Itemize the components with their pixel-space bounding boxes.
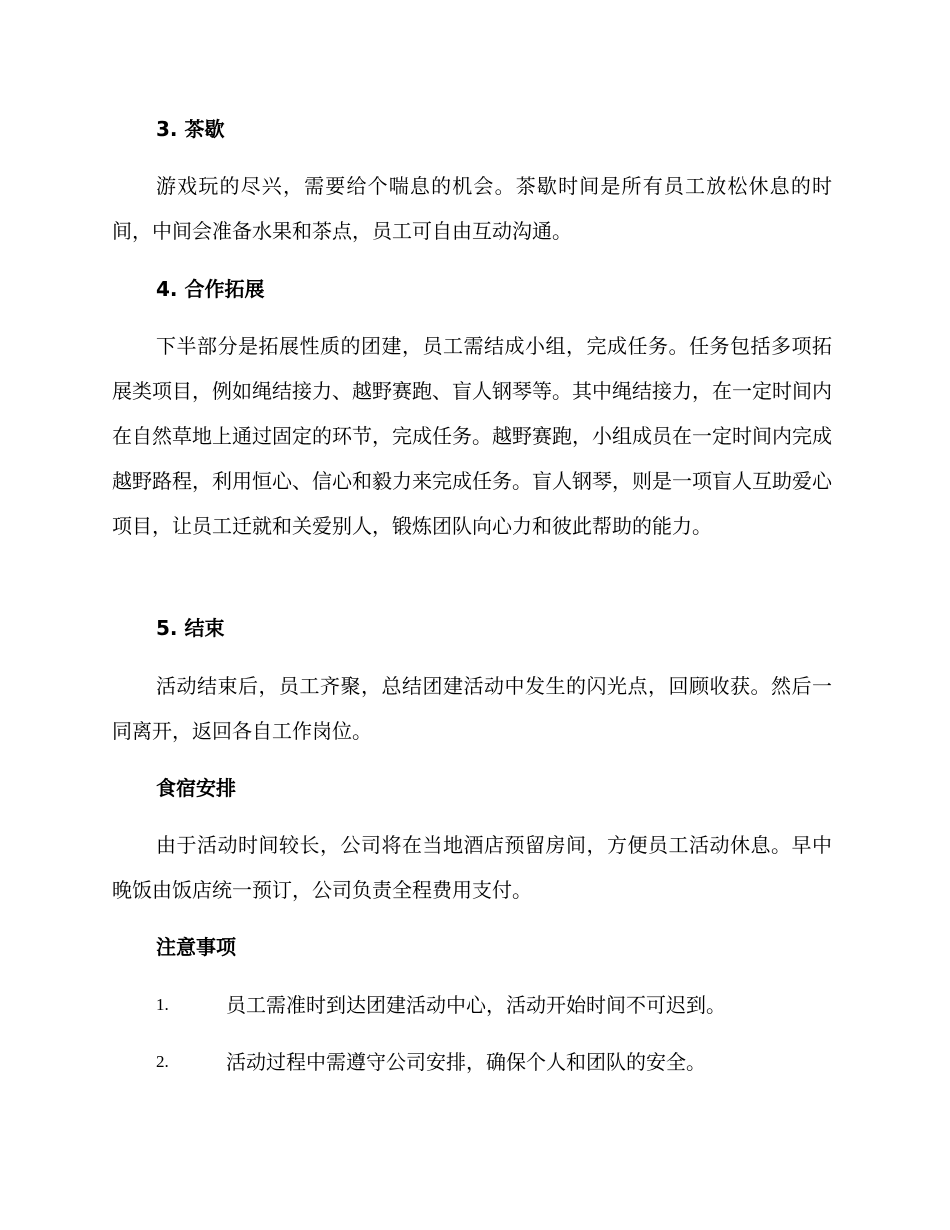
list-item-text: 员工需准时到达团建活动中心，活动开始时间不可迟到。	[226, 993, 726, 1017]
section-heading-tea-break: 3. 茶歇	[156, 117, 225, 141]
section-heading-notes: 注意事项	[156, 935, 236, 959]
section-paragraph-ending: 活动结束后，员工齐聚，总结团建活动中发生的闪光点，回顾收获。然后一同离开，返回各自工作岗位。	[112, 674, 832, 743]
list-item	[156, 990, 836, 1020]
list-item	[156, 1047, 836, 1077]
list-item-number: 1.	[156, 995, 169, 1014]
list-item-number: 2.	[156, 1052, 169, 1071]
section-paragraph-tea-break: 游戏玩的尽兴，需要给个喘息的机会。茶歇时间是所有员工放松休息的时间，中间会准备水果和茶点，员工可自由互动沟通。	[112, 174, 832, 243]
section-heading-team-expansion: 4. 合作拓展	[156, 277, 265, 301]
section-heading-accommodation: 食宿安排	[156, 776, 236, 800]
section-heading-ending: 5. 结束	[156, 616, 225, 640]
section-paragraph-team-expansion: 下半部分是拓展性质的团建，员工需结成小组，完成任务。任务包括多项拓展类项目，例如绳结接力、越野赛跑、盲人钢琴等。其中绳结接力，在一定时间内在自然草地上通过固定的环节，完成任务。越野赛跑，小组成员在一定时间内完成越野路程，利用恒心、信心和毅力来完成任务。盲人钢琴，则是一项盲人互助爱心项目，让员工迁就和关爱别人，锻炼团队向心力和彼此帮助的能力。	[112, 334, 832, 538]
section-paragraph-accommodation: 由于活动时间较长，公司将在当地酒店预留房间，方便员工活动休息。早中晚饭由饭店统一预订，公司负责全程费用支付。	[112, 833, 832, 902]
list-item-text: 活动过程中需遵守公司安排，确保个人和团队的安全。	[226, 1050, 706, 1074]
